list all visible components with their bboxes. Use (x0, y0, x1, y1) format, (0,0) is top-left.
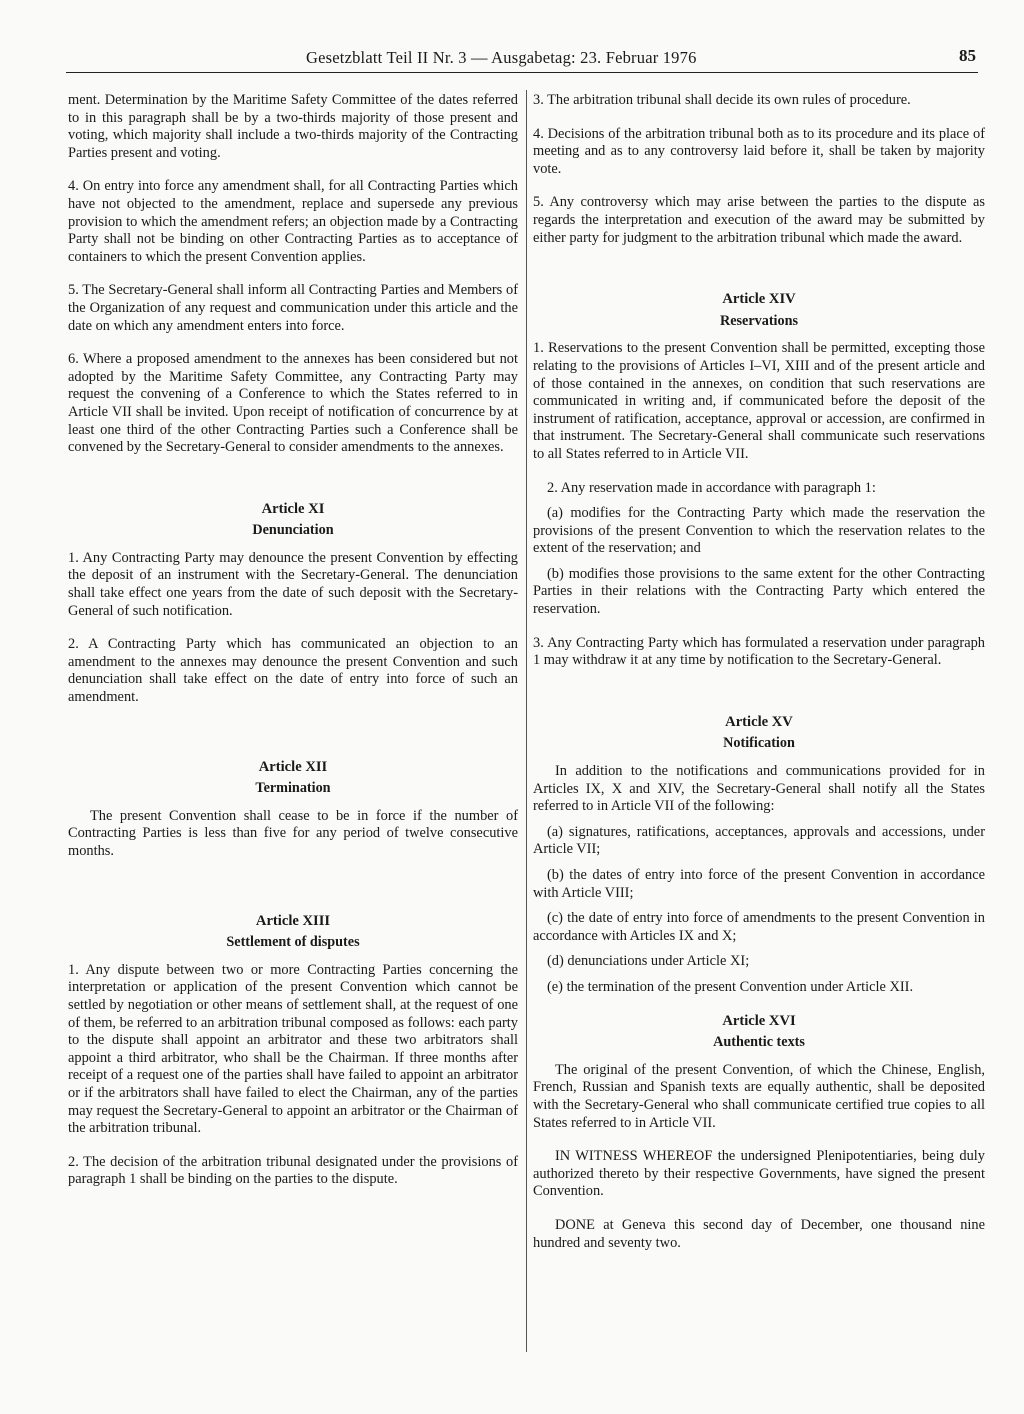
header-title: Gesetzblatt Teil II Nr. 3 — Ausgabetag: 23. Februar 1976 (306, 48, 697, 67)
article-xv-item-c: (c) the date of entry into force of amendments to the present Convention in accordance with Articles IX and X; (533, 910, 985, 944)
article-xiii-paragraph-5: 5. Any controversy which may arise between the parties to the dispute as regards the interpretation and execution of the award may be submitted by either party for judgment to the arbitration tribunal which made the award. (533, 194, 985, 246)
right-column (533, 92, 985, 1268)
article-xiv-paragraph-2b: (b) modifies those provisions to the same extent for the other Contracting Parties in their relations with the Contracting Party which entered the reservation. (533, 565, 985, 618)
article-xv-title: Notification (723, 735, 795, 752)
article-xiv-paragraph-1: 1. Reservations to the present Convention shall be permitted, excepting those relating to the provisions of Articles I–VI, XIII and of the present article and of those contained in the annexes, on condition that such reservations are communicated in writing and, if communicated before the deposit of the instrument of ratification, acceptance, approval or accession, are confirmed in that instrument. The Secretary-General shall communicate such reservations to all States referred to in Article VII. (533, 340, 985, 462)
page-number: 85 (959, 46, 976, 65)
article-xiv-title: Reservations (719, 312, 799, 329)
article-xvi-paragraph: The original of the present Convention, of which the Chinese, English, French, Russian and Spanish texts are equally authentic, shall be deposited with the Secretary-General who shall communicate certified true copies to all States referred to in Article VII. (533, 1061, 985, 1131)
paragraph-continuation: ment. Determination by the Maritime Safety Committee of the dates referred to in this paragraph shall be by a two-thirds majority of those present and voting, which majority shall include a two-thirds majority of the Contracting Parties present and voting. (68, 92, 518, 161)
article-xiii-paragraph-1: 1. Any dispute between two or more Contracting Parties concerning the interpretation or application of the present Convention which cannot be settled by negotiation or other means of settlement shall, at the request of one of them, be referred to an arbitration tribunal composed as follows: each party to the dispute shall appoint an arbitrator and these two arbitrators shall appoint a third arbitrator, who shall be the Chairman. If three months after receipt of a request one of the parties shall have failed to appoint an arbitrator or if the arbitrators shall have failed to elect the Chairman, any of the parties may request the Secretary-General to appoint an arbitrator or the Chairman of the arbitration tribunal. (68, 961, 518, 1137)
witness-clause: IN WITNESS WHEREOF the undersigned Plenipotentiaries, being duly authorized thereto by their respective Governments, have signed the present Convention. (533, 1148, 985, 1200)
article-xii-heading: Article XII (258, 758, 328, 775)
article-xiv-heading: Article XIV (722, 291, 796, 308)
paragraph-5: 5. The Secretary-General shall inform all Contracting Parties and Members of the Organization of any request and communication under this article and the date on which any amendment enters into force. (68, 282, 518, 334)
article-xii-title: Termination (255, 780, 331, 797)
article-xiii-paragraph-3: 3. The arbitration tribunal shall decide its own rules of procedure. (533, 92, 911, 108)
article-xi-title: Denunciation (252, 522, 334, 539)
article-xiv-paragraph-3: 3. Any Contracting Party which has formulated a reservation under paragraph 1 may withdraw it at any time by notification to the Secretary-General. (533, 634, 985, 669)
article-xii-paragraph: The present Convention shall cease to be in force if the number of Contracting Parties is less than five for any period of twelve consecutive months. (68, 807, 518, 859)
article-xiv-paragraph-2: 2. Any reservation made in accordance with paragraph 1: (547, 479, 876, 496)
article-xi-paragraph-1: 1. Any Contracting Party may denounce the present Convention by effecting the deposit of an instrument with the Secretary-General. The denunciation shall take effect one years from the date of such deposit with the Secretary-General of such notification. (68, 549, 518, 619)
article-xiii-heading: Article XIII (255, 912, 331, 929)
article-xiv-paragraph-2a: (a) modifies for the Contracting Party which made the reservation the provisions of the present Convention to which the reservation relates to the extent of the reservation; and (533, 505, 985, 557)
article-xv-item-b: (b) the dates of entry into force of the present Convention in accordance with Article VIII; (533, 867, 985, 901)
article-xv-item-e: (e) the termination of the present Convention under Article XII. (547, 978, 914, 995)
article-xv-heading: Article XV (725, 713, 793, 730)
left-column (68, 92, 518, 1205)
article-xvi-heading: Article XVI (722, 1012, 796, 1029)
article-xv-intro: In addition to the notifications and communications provided for in Articles IX, X and XIV, the Secretary-General shall notify all the States referred to in Article VII of the following: (533, 763, 985, 815)
article-xi-paragraph-2: 2. A Contracting Party which has communicated an objection to an amendment to the annexes may denounce the present Convention and such denunciation shall take effect on the date of entry into force of such an amendment. (68, 636, 518, 706)
article-xv-item-d: (d) denunciations under Article XI; (547, 953, 750, 970)
article-xiii-title: Settlement of disputes (226, 934, 360, 951)
column-divider (526, 90, 527, 1352)
header-rule (66, 72, 978, 73)
article-xi-heading: Article XI (261, 500, 325, 517)
paragraph-6: 6. Where a proposed amendment to the annexes has been considered but not adopted by the Maritime Safety Committee, any Contracting Party may request the convening of a Conference to which the States referred to in Article VII shall be invited. Upon receipt of notification of concurrence by at least one third of the other Contracting Parties such a Conference shall be convened by the Secretary-General to consider amendments to the annexes. (68, 351, 518, 456)
article-xv-item-a: (a) signatures, ratifications, acceptances, approvals and accessions, under Article VII; (533, 823, 985, 858)
paragraph-4: 4. On entry into force any amendment shall, for all Contracting Parties which have not objected to the amendment, replace and supersede any previous provision to which the amendment refers; an objection made by a Contracting Party shall not be binding on other Contracting Parties as to acceptance of containers to which the present Convention applies. (68, 178, 518, 265)
article-xiii-paragraph-4: 4. Decisions of the arbitration tribunal both as to its procedure and its place of meeting and as to any controversy laid before it, shall be taken by majority vote. (533, 125, 985, 177)
article-xiii-paragraph-2: 2. The decision of the arbitration tribunal designated under the provisions of paragraph 1 shall be binding on the parties to the dispute. (68, 1153, 518, 1188)
done-clause: DONE at Geneva this second day of December, one thousand nine hundred and seventy two. (533, 1216, 985, 1251)
page-header (66, 46, 978, 76)
article-xvi-title: Authentic texts (713, 1034, 805, 1051)
